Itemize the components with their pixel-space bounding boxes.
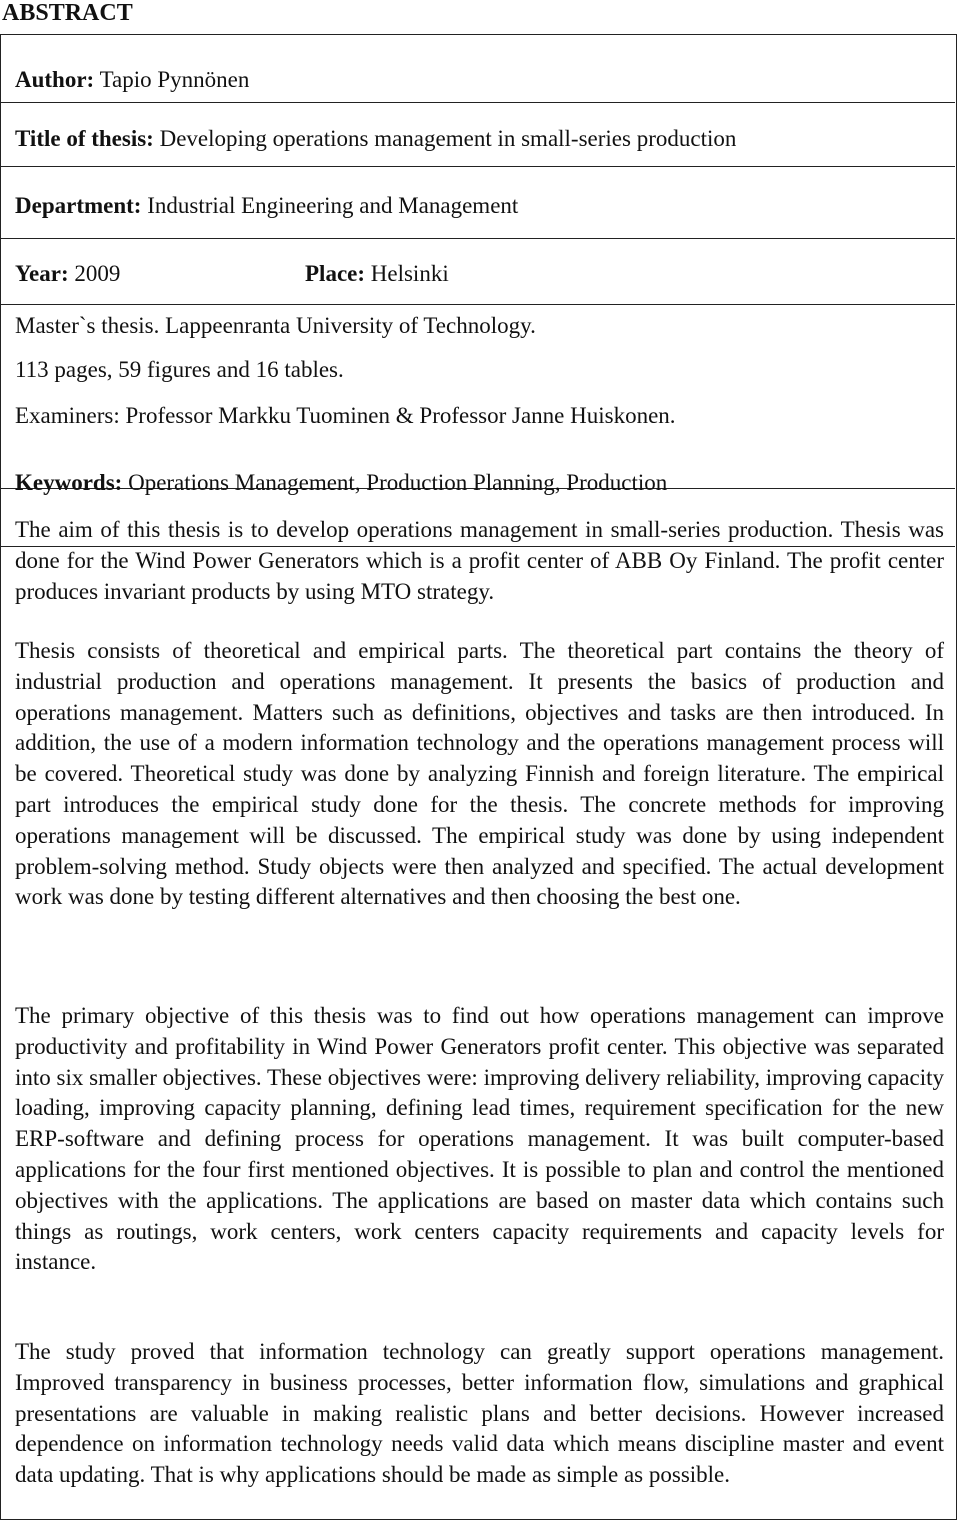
author-field: [15, 65, 941, 95]
abstract-paragraph: The primary objective of this thesis was to find out how operations management can improve productivity and profitability in Wind Power Generators profit center. This objective was separated into six smaller objectives. These objectives were: improving delivery reliability, improving capacity loading, improving capacity planning, defining lead times, requirement specification for the new ERP-software and defining process for operations management. It was built computer-based applications for the four first mentioned objectives. It is possible to plan and control the mentioned objectives with the applications. The applications are based on master data which contains such things as routings, work centers, work centers capacity requirements and capacity levels for instance.: [15, 1003, 944, 1275]
title-value: Developing operations management in small-series production: [153, 126, 737, 151]
place-value: Helsinki: [365, 261, 449, 286]
department-field: [15, 191, 941, 221]
year-place-row: [1, 239, 955, 305]
author-label: Author:: [15, 67, 95, 92]
title-row: [1, 103, 955, 167]
abstract-paragraph: The study proved that information technology can greatly support operations management. Improved transparency in business processes, better information flow, simulations and graphical presentations are valuable in making realistic plans and better decisions. However increased dependence on information technology needs valid data which means discipline master and event data updating. That is why applications should be made as simple as possible.: [15, 1339, 944, 1488]
title-label: Title of thesis:: [15, 126, 154, 151]
abstract-paragraph: The aim of this thesis is to develop operations management in small-series production. Thesis was done for the Wind Power Generators which is a profit center of ABB Oy Finland. The profit center produces invariant products by using MTO strategy.: [15, 517, 944, 604]
info-line: Master`s thesis. Lappeenranta University of Technology.: [15, 313, 536, 338]
author-value: Tapio Pynnönen: [94, 67, 250, 92]
abstract-form: [0, 34, 957, 1520]
keywords-value: Operations Management, Production Planning, Production: [122, 470, 668, 495]
abstract-heading: ABSTRACT: [2, 0, 133, 26]
year-value: 2009: [68, 261, 121, 286]
department-row: [1, 167, 955, 239]
info-line: Examiners: Professor Markku Tuominen & Professor Janne Huiskonen.: [15, 403, 676, 428]
keywords-label: Keywords:: [15, 470, 123, 495]
place-label: Place:: [305, 261, 366, 286]
title-field: [15, 124, 941, 154]
info-line: 113 pages, 59 figures and 16 tables.: [15, 357, 344, 382]
year-label: Year:: [15, 261, 69, 286]
department-value: Industrial Engineering and Management: [141, 193, 519, 218]
author-row: [1, 35, 955, 103]
place-field: [305, 259, 449, 289]
keywords-field: [15, 468, 941, 498]
year-field: [15, 259, 120, 289]
abstract-paragraph: Thesis consists of theoretical and empirical parts. The theoretical part contains the theory of industrial production and operations management. It presents the basics of production and operations management. Matters such as definitions, objectives and tasks are then introduced. In addition, the use of a modern information technology and the operations management process will be covered. Theoretical study was done by analyzing Finnish and foreign literature. The empirical part introduces the empirical study done for the thesis. The concrete methods for improving operations management will be discussed. The empirical study was done by using independent problem-solving method. Study objects were then analyzed and specified. The actual development work was done by testing different alternatives and then choosing the best one.: [15, 638, 944, 910]
department-label: Department:: [15, 193, 142, 218]
